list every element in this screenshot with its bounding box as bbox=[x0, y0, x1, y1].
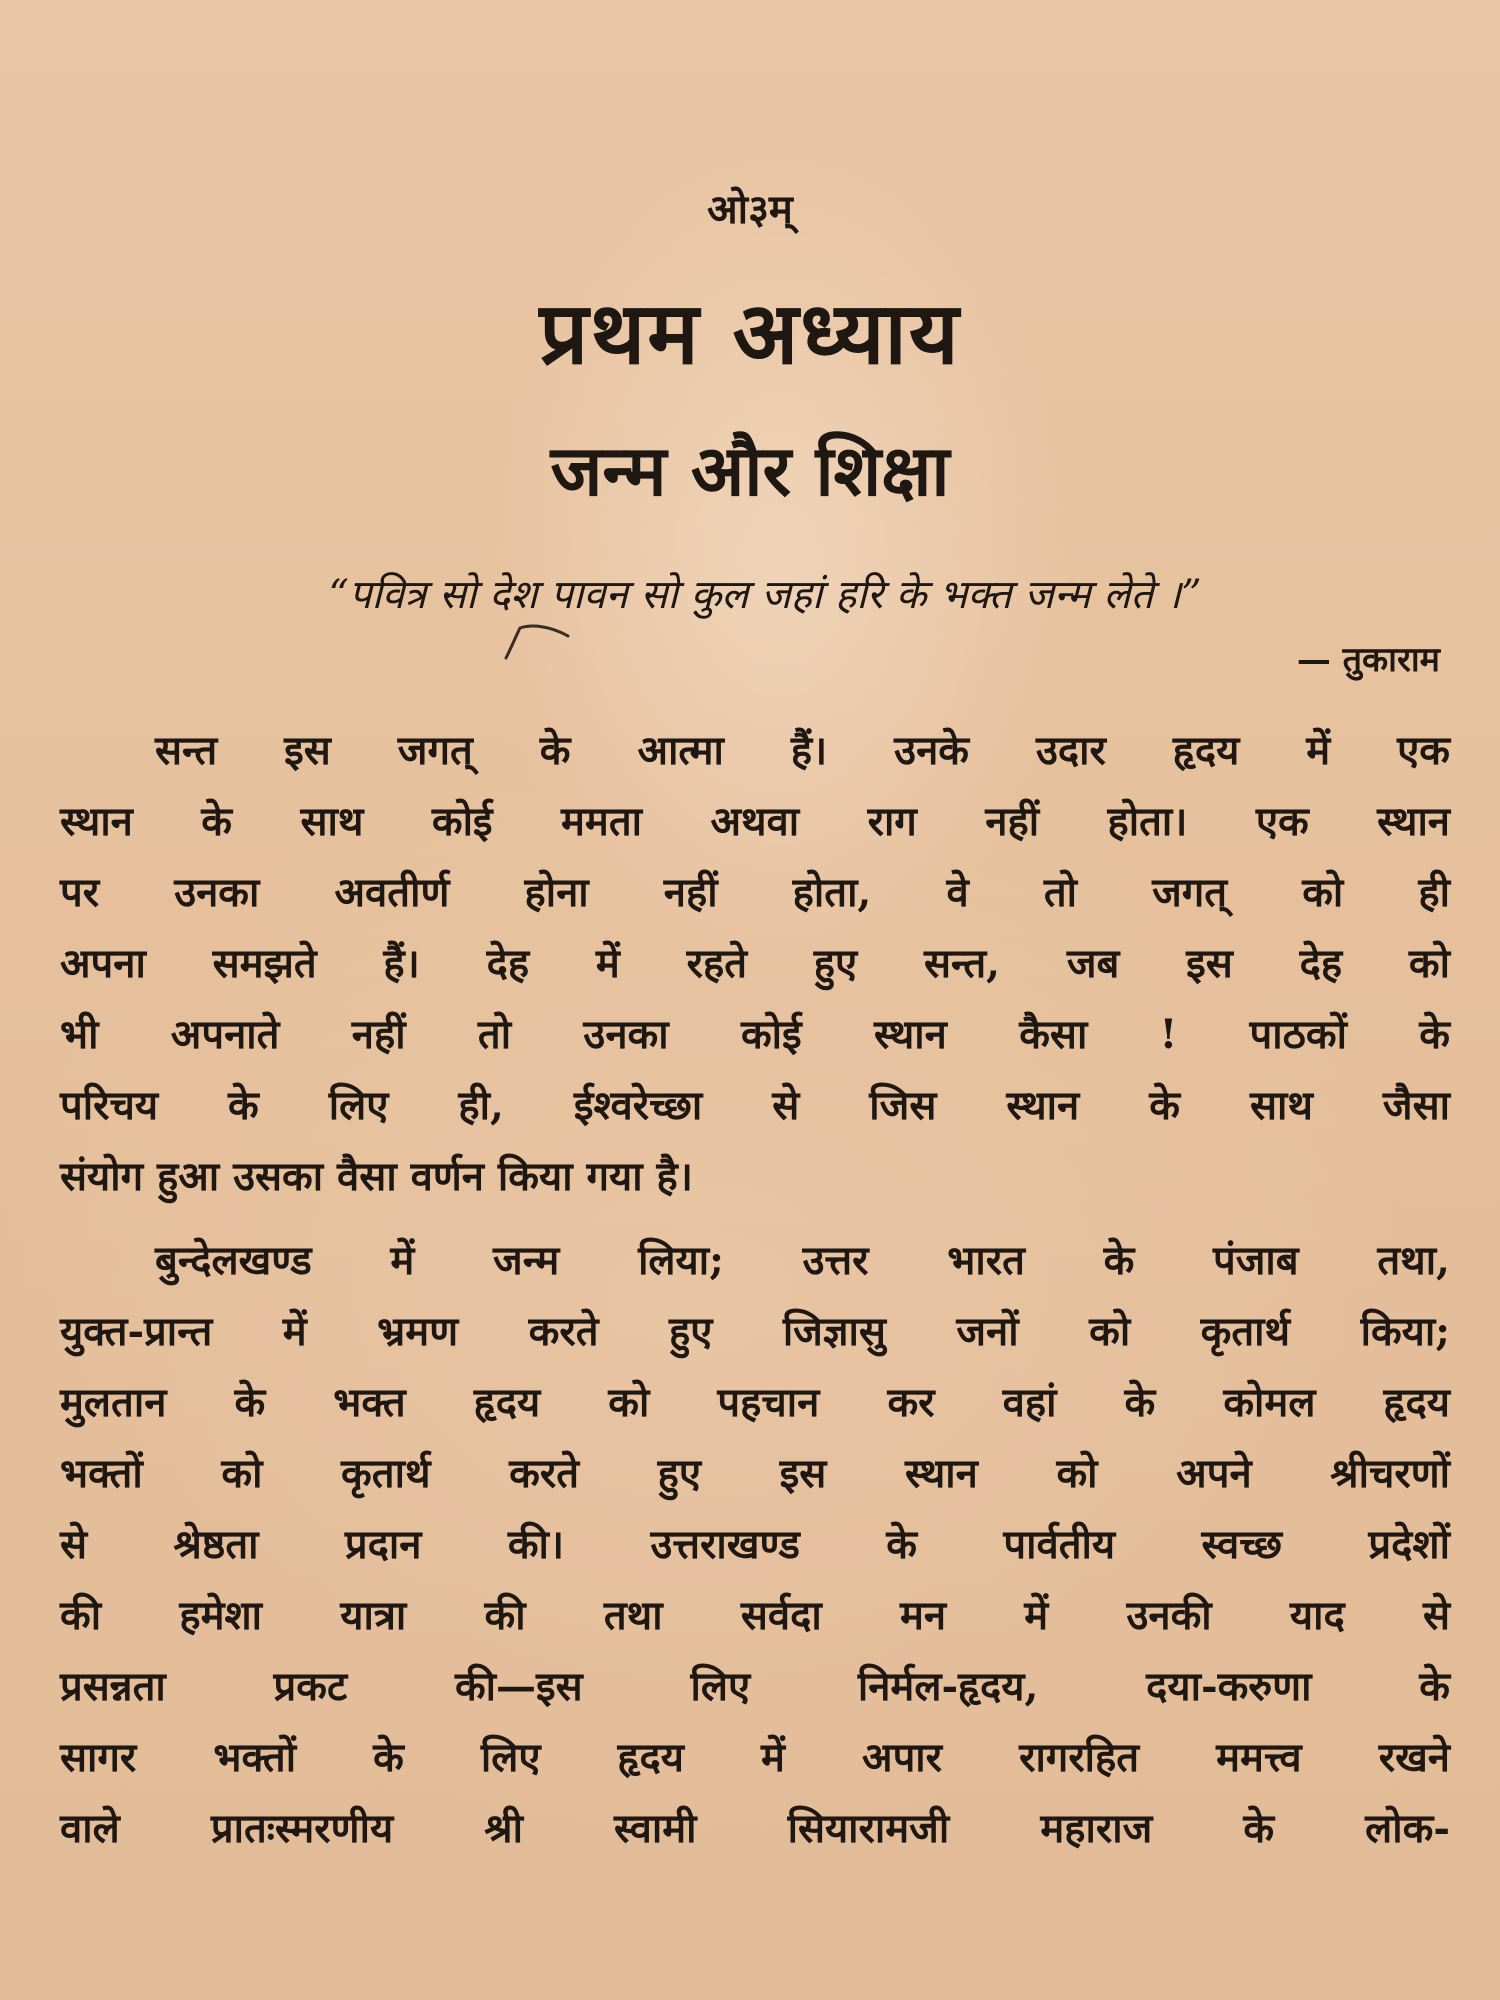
text-line: स्थान के साथ कोई ममता अथवा राग नहीं होता। एक स्थान bbox=[60, 798, 1450, 845]
text-line: सागर भक्तों के लिए हृदय में अपार रागरहित ममत्त्व रखने bbox=[60, 1734, 1450, 1781]
text-line: मुलतान के भक्त हृदय को पहचान कर वहां के कोमल हृदय bbox=[60, 1379, 1450, 1426]
text-line: अपना समझते हैं। देह में रहते हुए सन्त, जब इस देह को bbox=[60, 940, 1450, 987]
chapter-subtitle: जन्म और शिक्षा bbox=[550, 429, 950, 512]
text-line: युक्त-प्रान्त में भ्रमण करते हुए जिज्ञासु जनों को कृतार्थ किया; bbox=[60, 1308, 1450, 1355]
text-line: से श्रेष्ठता प्रदान की। उत्तराखण्ड के पार्वतीय स्वच्छ प्रदेशों bbox=[60, 1521, 1450, 1568]
text-line: बुन्देलखण्ड में जन्म लिया; उत्तर भारत के पंजाब तथा, bbox=[155, 1237, 1450, 1284]
text-line: सन्त इस जगत् के आत्मा हैं। उनके उदार हृदय में एक bbox=[155, 727, 1450, 774]
text-line: पर उनका अवतीर्ण होना नहीं होता, वे तो जगत् को ही bbox=[60, 869, 1450, 916]
text-line: संयोग हुआ उसका वैसा वर्णन किया गया है। bbox=[60, 1153, 693, 1200]
pencil-mark-icon bbox=[498, 606, 598, 666]
paragraph-1 bbox=[60, 715, 1450, 1212]
text-line: की हमेशा यात्रा की तथा सर्वदा मन में उनकी याद से bbox=[60, 1592, 1450, 1639]
text-line: भक्तों को कृतार्थ करते हुए इस स्थान को अपने श्रीचरणों bbox=[60, 1450, 1450, 1497]
text-line: भी अपनाते नहीं तो उनका कोई स्थान कैसा ! पाठकों के bbox=[60, 1011, 1450, 1058]
epigraph-quote: “पवित्र सो देश पावन सो कुल जहां हरि के भक्त जन्म लेते ।” bbox=[328, 572, 1202, 618]
om-invocation: ओ३म् bbox=[707, 186, 793, 233]
chapter-title: प्रथम अध्याय bbox=[539, 283, 961, 384]
epigraph-author: — तुकाराम bbox=[1296, 640, 1440, 680]
text-line: प्रसन्नता प्रकट की—इस लिए निर्मल-हृदय, दया-करुणा के bbox=[60, 1663, 1450, 1710]
paragraph-2 bbox=[60, 1225, 1450, 1864]
text-line: परिचय के लिए ही, ईश्वरेच्छा से जिस स्थान के साथ जैसा bbox=[60, 1082, 1450, 1129]
text-line: वाले प्रातःस्मरणीय श्री स्वामी सियारामजी महाराज के लोक- bbox=[60, 1805, 1450, 1852]
